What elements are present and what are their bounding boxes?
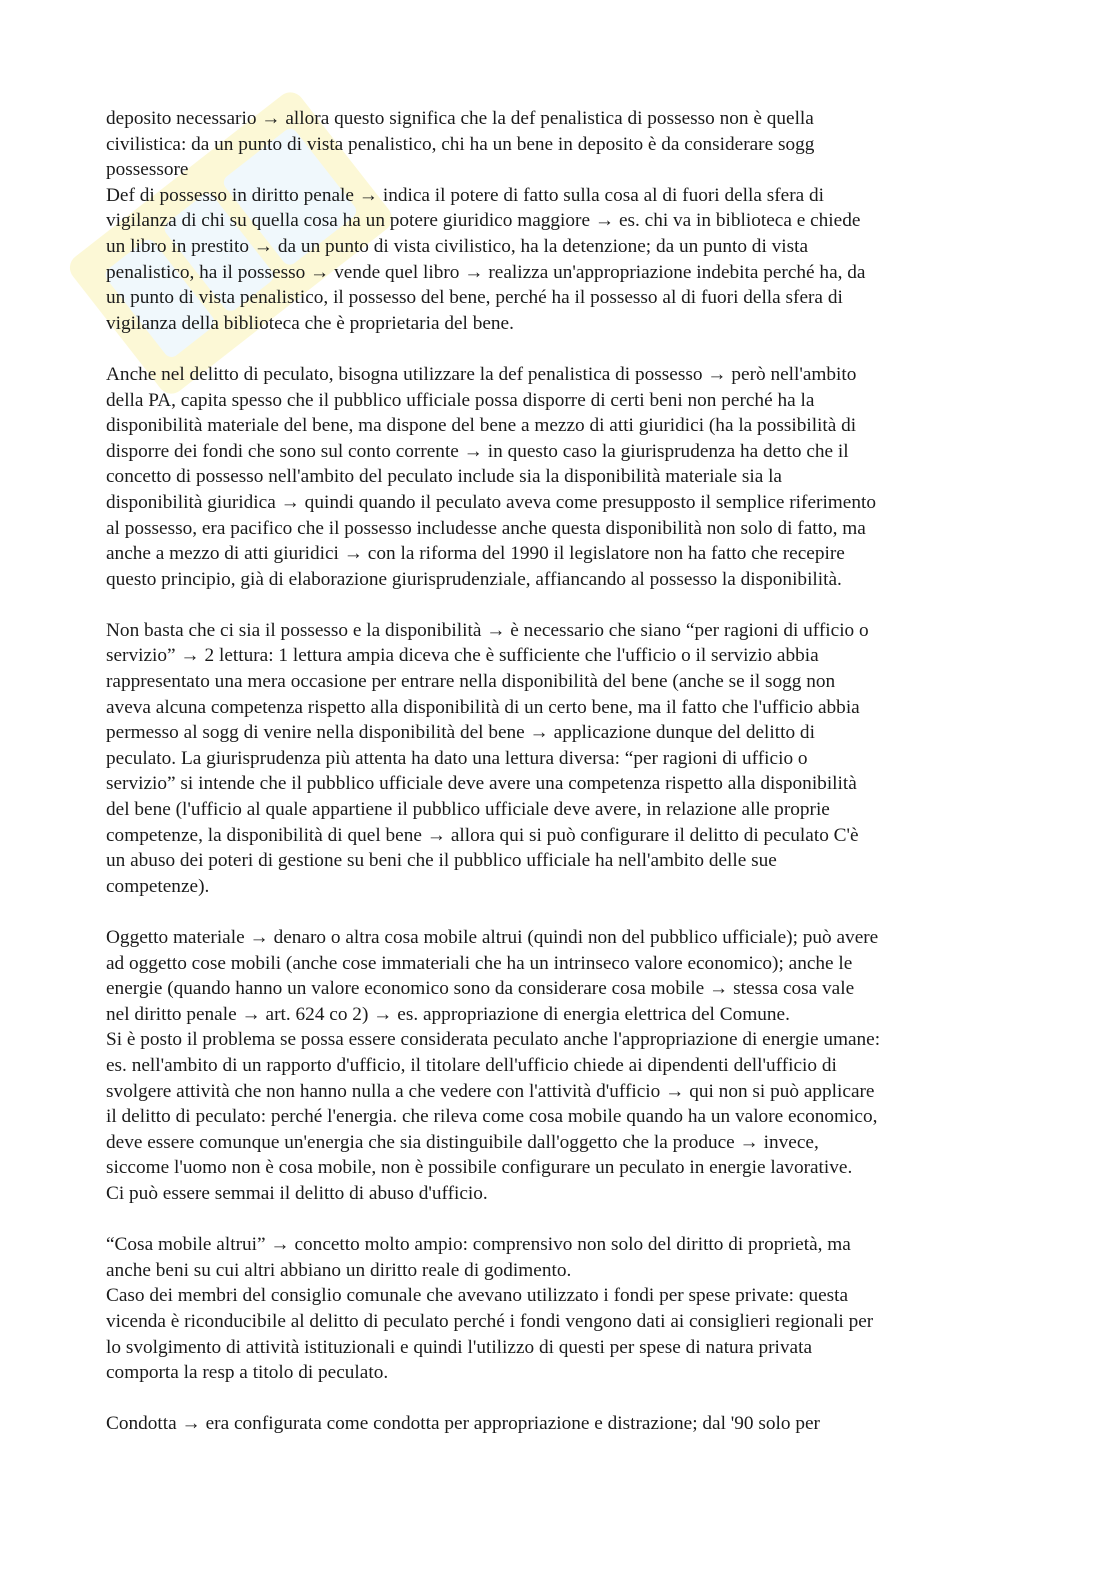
paragraph [106,106,1011,336]
text-line: anche a mezzo di atti giuridici → con la riforma del 1990 il legislatore non ha fatto che recepire [106,543,845,565]
text-line: siccome l'uomo non è cosa mobile, non è possibile configurare un peculato in energie lavorative. [106,1157,853,1179]
text-line: civilistica: da un punto di vista penalistico, chi ha un bene in deposito è da considerare sogg [106,133,815,155]
text-line: comporta la resp a titolo di peculato. [106,1362,389,1384]
text-line: es. nell'ambito di un rapporto d'ufficio, il titolare dell'ufficio chiede ai dipendenti dell'ufficio di [106,1054,837,1076]
text-line: anche beni su cui altri abbiano un diritto reale di godimento. [106,1259,572,1281]
paragraph [106,1411,1011,1437]
text-line: possessore [106,159,189,181]
text-line: vigilanza della biblioteca che è proprietaria del bene. [106,312,514,334]
text-line: vigilanza di chi su quella cosa ha un potere giuridico maggiore → es. chi va in biblioteca e chiede [106,210,861,232]
text-line: Caso dei membri del consiglio comunale che avevano utilizzato i fondi per spese private: questa [106,1285,849,1307]
text-line: un libro in prestito → da un punto di vista civilistico, ha la detenzione; da un punto di vista [106,235,809,257]
paragraph [106,1232,1011,1386]
text-line: Non basta che ci sia il possesso e la disponibilità → è necessario che siano “per ragioni di ufficio o [106,619,869,641]
text-line: il delitto di peculato: perché l'energia. che rileva come cosa mobile quando ha un valore economico, [106,1106,878,1128]
text-line: Ci può essere semmai il delitto di abuso d'ufficio. [106,1182,488,1204]
paragraph [106,925,1011,1207]
text-line: rappresentato una mera occasione per entrare nella disponibilità del bene (anche se il sogg non [106,671,836,693]
paragraph [106,618,1011,900]
text-line: energie (quando hanno un valore economico sono da considerare cosa mobile → stessa cosa vale [106,978,855,1000]
text-line: competenze, la disponibilità di quel bene → allora qui si può configurare il delitto di peculato C'è [106,824,859,846]
text-line: Anche nel delitto di peculato, bisogna utilizzare la def penalistica di possesso → però nell'ambito [106,363,857,385]
paragraph [106,362,1011,592]
text-line: svolgere attività che non hanno nulla a che vedere con l'attività d'ufficio → qui non si può applicare [106,1080,875,1102]
text-line: penalistico, ha il possesso → vende quel libro → realizza un'appropriazione indebita perché ha, da [106,261,866,283]
text-line: disporre dei fondi che sono sul conto corrente → in questo caso la giurisprudenza ha detto che il [106,440,849,462]
text-line: Oggetto materiale → denaro o altra cosa mobile altrui (quindi non del pubblico ufficiale); può avere [106,927,879,948]
text-line: questo principio, già di elaborazione giurisprudenziale, affiancando al possesso la disponibilità. [106,568,842,590]
text-line: vicenda è riconducibile al delitto di peculato perché i fondi vengono dati ai consiglieri regionali per [106,1310,874,1332]
text-line: Condotta → era configurata come condotta per appropriazione e distrazione; dal '90 solo per [106,1413,820,1435]
text-line: servizio” si intende che il pubblico ufficiale deve avere una competenza rispetto alla disponibilità [106,773,857,795]
text-line: nel diritto penale → art. 624 co 2) → es. appropriazione di energia elettrica del Comune. [106,1003,790,1025]
text-line: “Cosa mobile altrui” → concetto molto ampio: comprensivo non solo del diritto di proprietà, ma [106,1234,851,1256]
text-line: disponibilità giuridica → quindi quando il peculato aveva come presupposto il semplice riferimento [106,491,876,513]
text-line: deposito necessario → allora questo significa che la def penalistica di possesso non è quella [106,108,814,129]
text-line: competenze). [106,875,210,897]
text-line: aveva alcuna competenza rispetto alla disponibilità di un certo bene, ma il fatto che l'ufficio abbia [106,696,860,718]
text-line: della PA, capita spesso che il pubblico ufficiale possa disporre di certi beni non perché ha la [106,389,815,411]
text-line: servizio” → 2 lettura: 1 lettura ampia diceva che è sufficiente che l'ufficio o il servizio abbia [106,645,819,667]
text-line: un punto di vista penalistico, il possesso del bene, perché ha il possesso al di fuori della sfera di [106,287,843,309]
text-line: disponibilità materiale del bene, ma dispone del bene a mezzo di atti giuridici (ha la possibilità di [106,415,857,437]
document-page [106,106,1011,1462]
text-line: un abuso dei poteri di gestione su beni che il pubblico ufficiale ha nell'ambito delle sue [106,850,777,872]
text-line: peculato. La giurisprudenza più attenta ha dato una lettura diversa: “per ragioni di ufficio o [106,747,808,769]
text-line: al possesso, era pacifico che il possesso includesse anche questa disponibilità non solo di fatto, ma [106,517,866,539]
text-line: concetto di possesso nell'ambito del peculato include sia la disponibilità materiale sia la [106,466,782,488]
text-line: Def di possesso in diritto penale → indica il potere di fatto sulla cosa al di fuori della sfera di [106,184,825,206]
text-line: deve essere comunque un'energia che sia distinguibile dall'oggetto che la produce → invece, [106,1131,819,1153]
text-line: Si è posto il problema se possa essere considerata peculato anche l'appropriazione di energie umane: [106,1029,881,1051]
text-line: ad oggetto cose mobili (anche cose immateriali che ha un intrinseco valore economico); anche le [106,952,853,974]
text-line: permesso al sogg di venire nella disponibilità del bene → applicazione dunque del delitto di [106,722,815,744]
text-line: del bene (l'ufficio al quale appartiene il pubblico ufficiale deve avere, in relazione alle proprie [106,799,830,821]
text-line: lo svolgimento di attività istituzionali e quindi l'utilizzo di questi per spese di natura privata [106,1336,813,1358]
